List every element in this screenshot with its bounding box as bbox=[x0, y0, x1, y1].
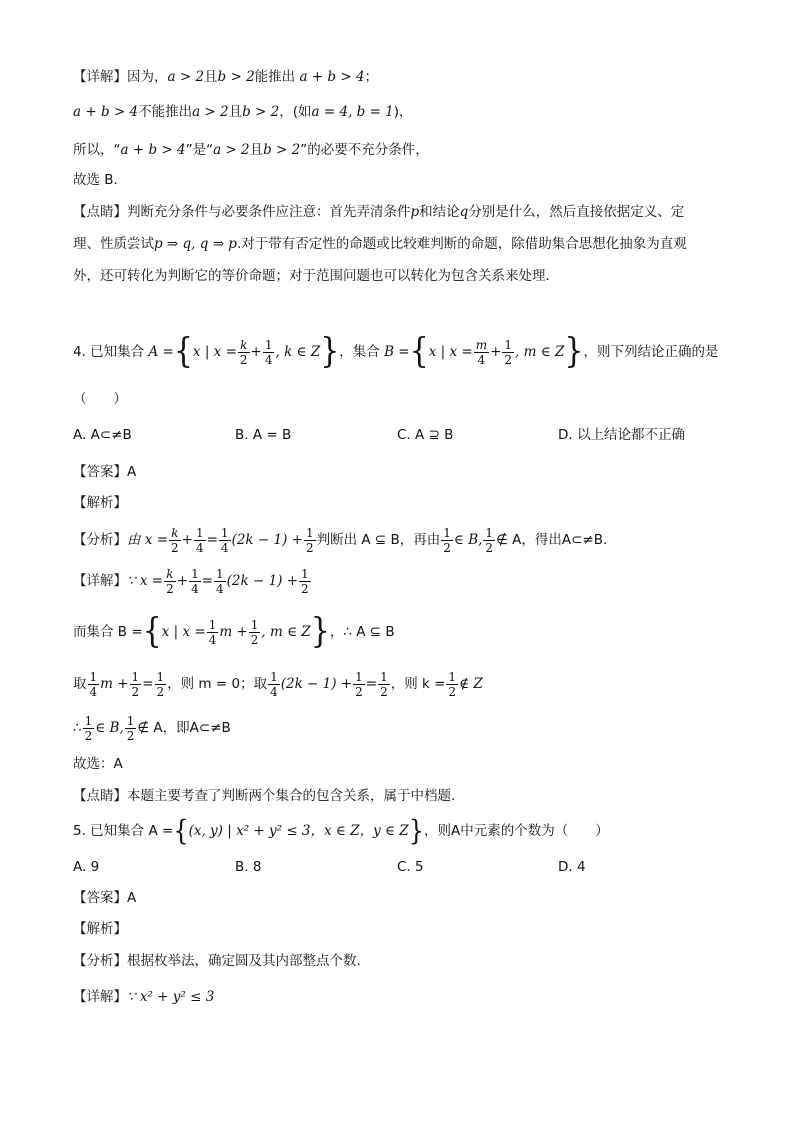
q3-detail-line3: 所以，“a + b > 4”是“a > 2且b > 2”的必要不充分条件， bbox=[73, 142, 429, 158]
q5-detail: 【详解】∵ x² + y² ≤ 3 bbox=[73, 989, 215, 1005]
q5-analysis-tag: 【解析】 bbox=[73, 921, 127, 937]
left-brace-icon: { bbox=[173, 331, 193, 372]
right-brace-icon: } bbox=[564, 331, 584, 372]
fraction: $\frac{m}{4}$ bbox=[475, 337, 488, 367]
q4-detail-line4: ∴ $\frac{1}{2}$ ∈ B, $\frac{1}{2}$ ∉ A，即A⊂≠B bbox=[73, 713, 231, 743]
q4-option-d: D. 以上结论都不正确 bbox=[558, 427, 685, 443]
q4-option-b: B. A = B bbox=[235, 427, 292, 443]
q4-option-c: C. A ⊇ B bbox=[397, 427, 454, 443]
q3-comment-line2: 理、性质尝试p ⇒ q, q ⇒ p.对于带有否定性的命题或比较难判断的命题，除借助集合思想化抽象为直观 bbox=[73, 236, 687, 252]
q4-paren: （ ） bbox=[73, 391, 127, 407]
q4-answer: 【答案】A bbox=[73, 464, 137, 480]
q4-comment: 【点睛】本题主要考查了判断两个集合的包含关系，属于中档题. bbox=[73, 788, 456, 804]
fraction: $\frac{1}{2}$ bbox=[504, 337, 513, 367]
q3-detail-line1: 【详解】因为，a > 2且b > 2能推出 a + b > 4； bbox=[73, 69, 379, 85]
comment-tag: 【点睛】 bbox=[73, 204, 127, 220]
q4-analyze-line: 【分析】由 x = $\frac{k}{2}$ + $\frac{1}{4}$ = $\frac{1}{4}$ (2k − 1) + $\frac{1}{2}$ 判断出 A ⊆ B，再由 $\frac{1}{2}$ ∈ B, $\frac{1}{2}$ ∉ A，得出A⊂≠B. bbox=[73, 525, 608, 555]
q5-option-d: D. 4 bbox=[558, 859, 586, 875]
fraction: $\frac{1}{4}$ bbox=[264, 337, 273, 367]
q4-detail-line1: 【详解】∵ x = $\frac{k}{2}$ + $\frac{1}{4}$ = $\frac{1}{4}$ (2k − 1) + $\frac{1}{2}$ bbox=[73, 566, 309, 596]
q5-stem: 5. 已知集合 A ={(x, y) | x² + y² ≤ 3，x ∈ Z，y ∈ Z}，则A中元素的个数为（ ） bbox=[73, 814, 609, 848]
detail-tag: 【详解】 bbox=[73, 69, 127, 85]
q3-comment-line3: 外，还可转化为判断它的等价命题；对于范围问题也可以转化为包含关系来处理． bbox=[73, 268, 559, 284]
left-brace-icon: { bbox=[409, 331, 429, 372]
q3-choose: 故选 B． bbox=[73, 172, 128, 188]
q3-comment-line1: 【点睛】判断充分条件与必要条件应注意：首先弄清条件p和结论q分别是什么，然后直接依据定义、定 bbox=[73, 204, 685, 220]
right-brace-icon: } bbox=[320, 331, 340, 372]
fraction: $\frac{k}{2}$ bbox=[239, 337, 248, 367]
q5-option-a: A. 9 bbox=[73, 859, 100, 875]
q4-analysis-tag: 【解析】 bbox=[73, 495, 127, 511]
q4-stem: 4. 已知集合 A ={x | x = $\frac{k}{2}$ + $\frac{1}{4}$ , k ∈ Z}，集合 B ={x | x = $\frac{m}{4}$ + $\frac{1}{2}$ , m ∈ Z}，则下列结论正确的是 bbox=[73, 331, 719, 372]
q4-detail-line2: 而集合 B ={x | x = $\frac{1}{4}$ m + $\frac{1}{2}$ , m ∈ Z}，∴ A ⊆ B bbox=[73, 611, 395, 652]
q4-detail-line3: 取 $\frac{1}{4}$ m + $\frac{1}{2}$ = $\frac{1}{2}$ ，则 m = 0；取 $\frac{1}{4}$ (2k − 1) + $\frac{1}{2}$ = $\frac{1}{2}$ ，则 k = $\frac{1}{2}$ ∉ Z bbox=[73, 669, 483, 699]
right-brace-icon: } bbox=[310, 611, 330, 652]
q3-detail-line2: a + b > 4不能推出a > 2且b > 2，(如a = 4, b = 1)， bbox=[73, 104, 413, 120]
q5-option-b: B. 8 bbox=[235, 859, 262, 875]
left-brace-icon: { bbox=[173, 814, 189, 848]
q5-analyze: 【分析】根据枚举法，确定圆及其内部整点个数. bbox=[73, 953, 361, 969]
q5-option-c: C. 5 bbox=[397, 859, 424, 875]
right-brace-icon: } bbox=[408, 814, 424, 848]
q5-answer: 【答案】A bbox=[73, 890, 137, 906]
q4-option-a: A. A⊂≠B bbox=[73, 427, 132, 443]
left-brace-icon: { bbox=[142, 611, 162, 652]
q4-choose: 故选：A bbox=[73, 756, 123, 772]
